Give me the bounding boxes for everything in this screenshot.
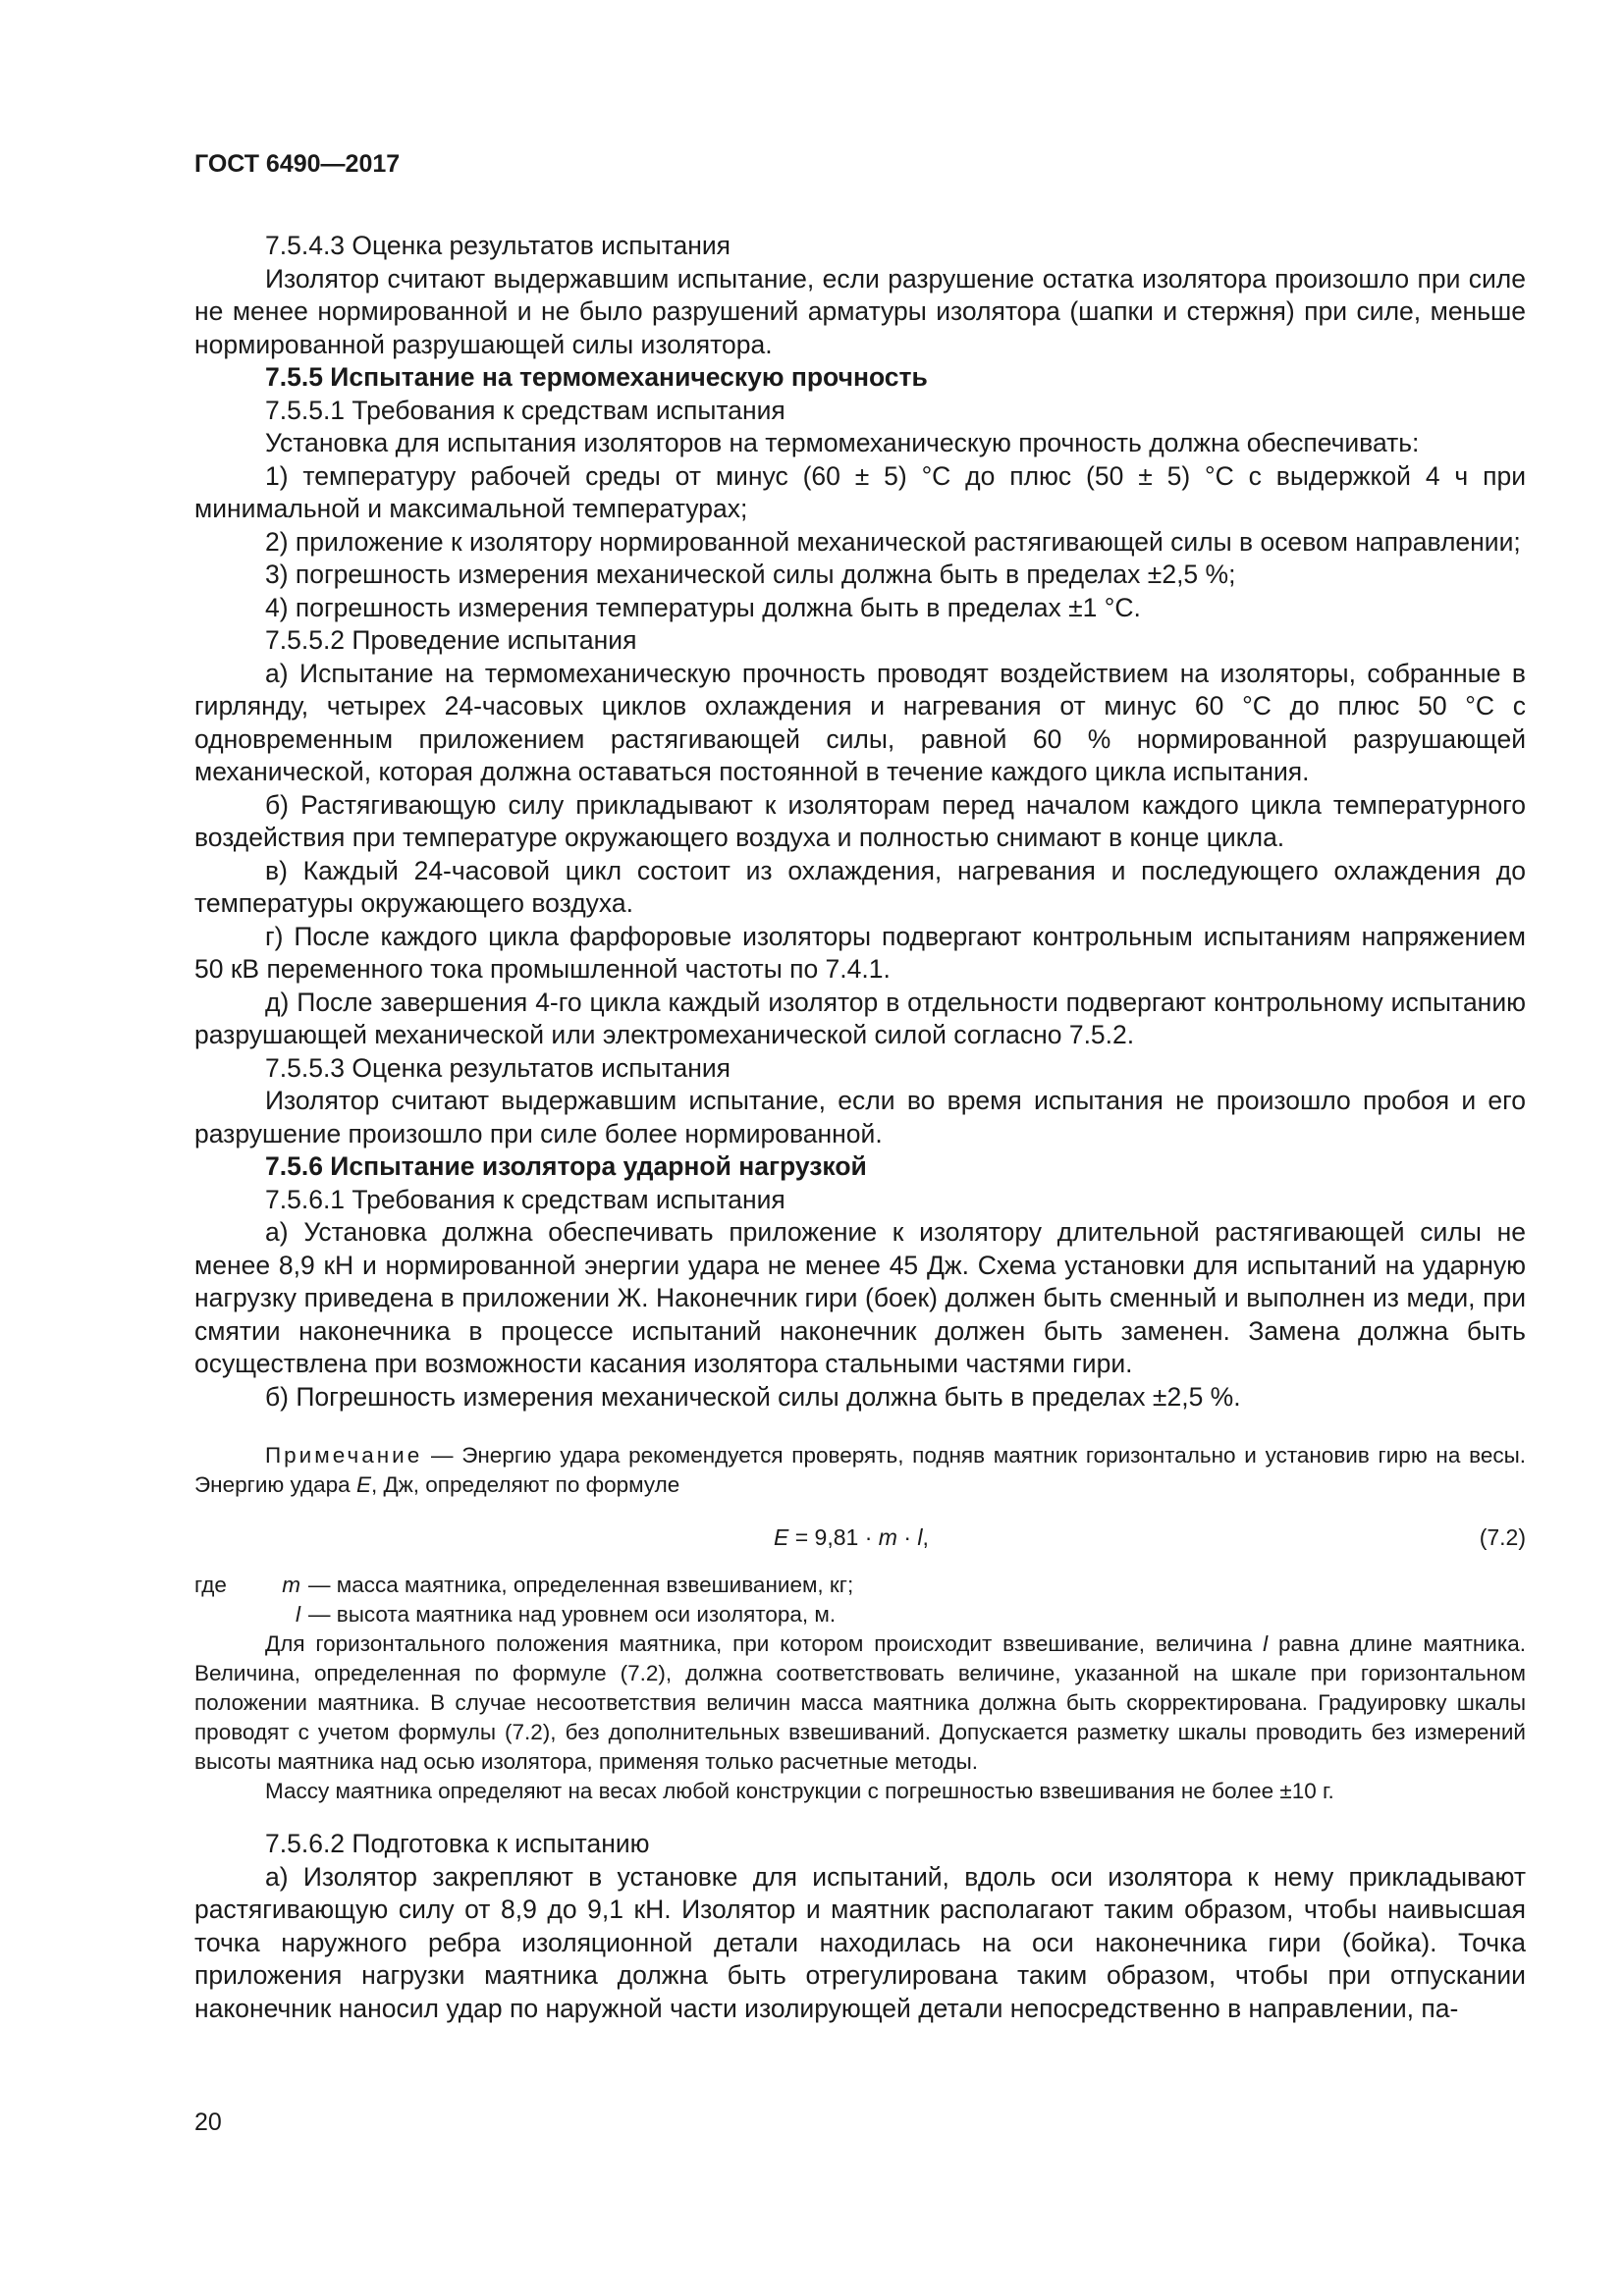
subsection-heading: 7.5.5.3 Оценка результатов испытания [265,1052,731,1083]
list-item: 4) погрешность измерения температуры должна быть в пределах ±1 °С. [265,592,1141,622]
note-symbol: Е [355,1472,371,1497]
list-item: а) Изолятор закрепляют в установке для испытаний, вдоль оси изолятора к нему прикладывают растягивающую силу от 8,9 до 9,1 кН. Изолятор и маятник располагают таким образом, чтобы наивысшая точка наружного ребра изоляционной детали находилась на оси наконечника гири (бойка). Точка приложения нагрузки маятника должна быть отрегулирована таким образом, чтобы при отпускании наконечник наносил удар по наружной части изолирующей детали непосредственно в направлении, па- [194,1861,1526,2023]
paragraph: Изолятор считают выдержавшим испытание, если во время испытания не произошло пробоя и его разрушение произошло при силе более нормированной. [194,1086,1526,1148]
note [194,1441,1526,1500]
note-text: Для горизонтального положения маятника, при котором происходит взвешивание, величина [265,1631,1264,1656]
formula [194,1522,1526,1555]
list-item: б) Растягивающую силу прикладывают к изоляторам перед началом каждого цикла температурного воздействия при температуре окружающего воздуха и полностью снимают в конце цикла. [194,789,1526,852]
subsection-heading: 7.5.4.3 Оценка результатов испытания [265,231,731,260]
note-label: Примечание [265,1443,423,1468]
formula-text: = 9,81 · [788,1524,879,1550]
list-item: б) Погрешность измерения механической силы должна быть в пределах ±2,5 %. [265,1381,1241,1412]
formula-symbol: m [878,1524,897,1550]
section-heading: 7.5.6 Испытание изолятора ударной нагрузкой [265,1151,867,1181]
subsection-heading: 7.5.6.1 Требования к средствам испытания [265,1184,785,1214]
note-paragraph: Массу маятника определяют на весах любой конструкции с погрешностью взвешивания не более ±10 г. [265,1779,1334,1803]
definitions [194,1571,1526,1629]
formula-number: (7.2) [1479,1524,1526,1550]
list-item: в) Каждый 24-часовой цикл состоит из охлаждения, нагревания и последующего охлаждения до температуры окружающего воздуха. [194,855,1526,918]
note-text: , Дж, определяют по формуле [370,1472,680,1497]
note-text: — Энергию удара рекомендуется проверять, подняв маятник горизонтально и установив гирю на весы. Энергию удара [194,1443,1526,1497]
subsection-heading: 7.5.5.1 Требования к средствам испытания [265,395,785,425]
list-item: 3) погрешность измерения механической силы должна быть в пределах ±2,5 %; [265,560,1236,589]
note-paragraph [194,1629,1526,1777]
definition-lead: где [194,1573,227,1597]
definition-text: — высота маятника над уровнем оси изолятора, м. [308,1602,837,1627]
list-item: г) После каждого цикла фарфоровые изоляторы подвергают контрольным испытаниям напряжением 50 кВ переменного тока промышленной частоты по 7.4.1. [194,921,1526,984]
list-item: д) После завершения 4-го цикла каждый изолятор в отдельности подвергают контрольному испытанию разрушающей механической или электромеханической силой согласно 7.5.2. [194,987,1526,1049]
list-item: 2) приложение к изолятору нормированной механической растягивающей силы в осевом направлении; [265,526,1521,557]
subsection-heading: 7.5.6.2 Подготовка к испытанию [265,1829,650,1858]
list-item: 1) температуру рабочей среды от минус (60 ± 5) °С до плюс (50 ± 5) °С с выдержкой 4 ч при минимальной и максимальной температурах; [194,460,1526,523]
formula-symbol: E [774,1524,789,1550]
document-header: ГОСТ 6490—2017 [194,150,401,178]
note-symbol: l [1263,1631,1269,1656]
formula-text: · [896,1524,918,1550]
list-item: а) Установка должна обеспечивать приложение к изолятору длительной растягивающей силы не менее 8,9 кН и нормированной энергии удара не менее 45 Дж. Схема установки для испытаний на ударную нагрузку приведена в приложении Ж. Наконечник гири (боек) должен быть сменный и выполнен из меди, при смятии наконечника в процессе испытаний наконечник должен быть заменен. Замена должна быть осуществлена при возможности касания изолятора стальными частями гири. [194,1217,1526,1378]
definition-row [194,1571,1526,1600]
paragraph: Изолятор считают выдержавшим испытание, если разрушение остатка изолятора произошло при силе не менее нормированной и не было разрушений арматуры изолятора (шапки и стержня) при силе, меньше нормированной разрушающей силы изолятора. [194,263,1526,359]
formula-expression [774,1522,929,1555]
paragraph: Установка для испытания изоляторов на термомеханическую прочность должна обеспечивать: [265,428,1420,457]
definition-symbol: m [282,1573,300,1597]
definition-symbol: l [296,1602,300,1627]
document-body [194,230,1526,2025]
note-text: равна длине маятника. Величина, определенная по формуле (7.2), должна соответствовать величине, указанной на шкале при горизонтальном положении маятника. В случае несоответствия величин масса маятника должна быть скорректирована. Градуировку шкалы проводят с учетом формулы (7.2), без дополнительных взвешиваний. Допускается разметку шкалы проводить без измерений высоты маятника над осью изолятора, применяя только расчетные методы. [194,1631,1526,1774]
list-item: а) Испытание на термомеханическую прочность проводят воздействием на изоляторы, собранные в гирлянду, четырех 24-часовых циклов охлаждения и нагревания от минус 60 °С до плюс 50 °С с одновременным приложением растягивающей силы, равной 60 % нормированной разрушающей механической, которая должна оставаться постоянной в течение каждого цикла испытания. [194,658,1526,786]
formula-text: , [922,1524,929,1550]
subsection-heading: 7.5.5.2 Проведение испытания [265,625,637,655]
definition-row [194,1600,1526,1629]
page-number: 20 [194,2109,222,2136]
section-heading: 7.5.5 Испытание на термомеханическую прочность [265,362,928,392]
formula-symbol: l [917,1524,923,1550]
definition-text: — масса маятника, определенная взвешиванием, кг; [308,1573,854,1597]
